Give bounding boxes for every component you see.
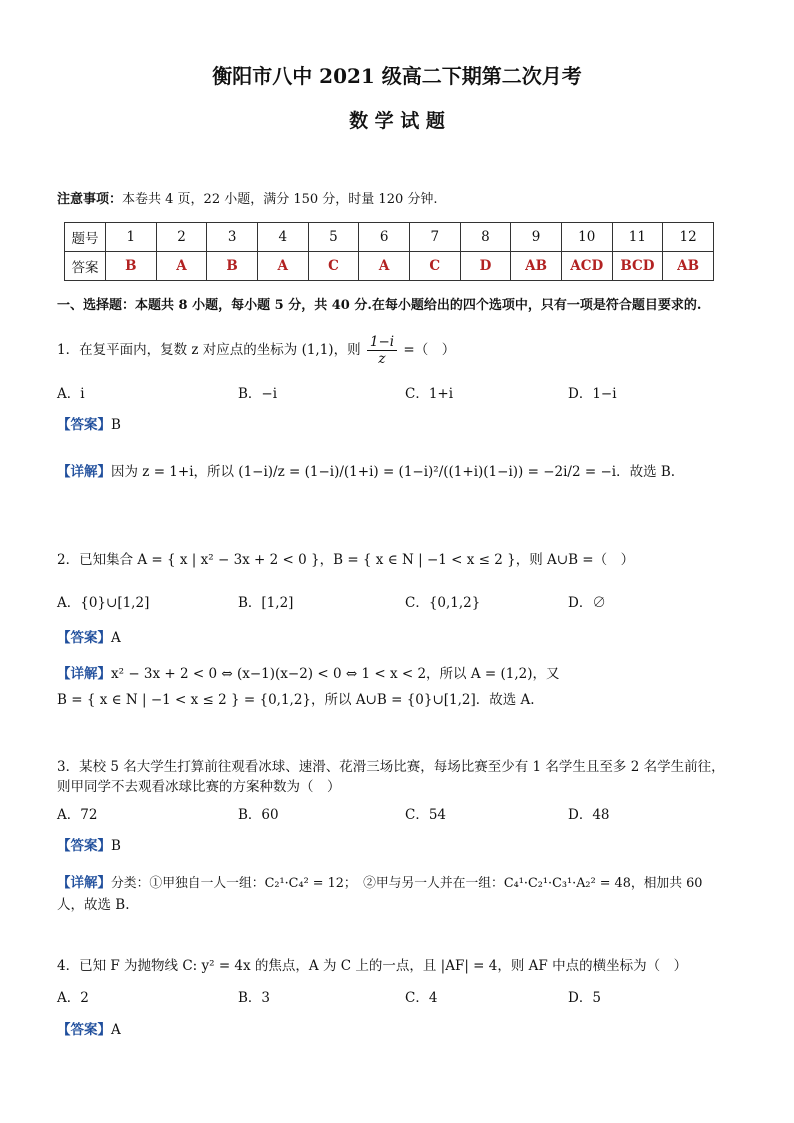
table-cell-number: 9 (511, 223, 562, 252)
question-1-stem (57, 334, 455, 367)
question-4-option-d: D．5 (568, 990, 601, 1006)
answer-value: A (111, 630, 121, 646)
answer-tag: 【答案】 (57, 1022, 111, 1038)
notice (57, 188, 438, 207)
answer-table (64, 222, 714, 281)
answer-table-number-row (65, 223, 714, 252)
question-1-stem-b: =（ ） (403, 342, 456, 358)
fraction-numerator: 1−i (367, 334, 397, 351)
question-4-option-a: A．2 (57, 990, 89, 1006)
answer-value: B (111, 417, 121, 433)
section-heading: 一、选择题：本题共 8 小题，每小题 5 分，共 40 分.在每小题给出的四个选项中，只有一项是符合题目要求的. (57, 298, 702, 313)
question-3-option-a: A．72 (57, 807, 98, 823)
table-cell-number: 7 (409, 223, 460, 252)
table-cell-answer: D (460, 252, 511, 281)
table-head-answer: 答案 (65, 252, 106, 281)
answer-value: B (111, 838, 121, 854)
detail-text-1: 分类：①甲独自一人一组：C₂¹·C₄² = 12； ②甲与另一人并在一组：C₄¹·C₂¹·C₃¹·A₂² = 48，相加共 60 (111, 876, 703, 891)
notice-label: 注意事项： (57, 192, 123, 207)
question-2-detail-line-2: B = { x ∈ N | −1 < x ≤ 2 } = {0,1,2}，所以 A∪B = {0}∪[1,2]．故选 A. (57, 692, 535, 708)
table-cell-number: 10 (561, 223, 612, 252)
question-4-stem: 4．已知 F 为抛物线 C: y² = 4x 的焦点，A 为 C 上的一点，且 |AF| = 4，则 AF 中点的横坐标为（ ） (57, 958, 688, 974)
table-cell-answer: A (359, 252, 410, 281)
question-1-fraction (367, 334, 397, 367)
question-2-option-a: A．{0}∪[1,2] (57, 595, 150, 611)
question-1-option-a: A．i (57, 386, 85, 402)
table-cell-answer: A (156, 252, 207, 281)
question-1-answer (57, 413, 121, 433)
question-3-option-b: B．60 (238, 807, 279, 823)
notice-text: 本卷共 4 页，22 小题，满分 150 分，时量 120 分钟. (122, 192, 438, 207)
table-cell-number: 5 (308, 223, 359, 252)
question-4-option-b: B．3 (238, 990, 271, 1006)
answer-table-answer-row (65, 252, 714, 281)
question-1-stem-a: 1．在复平面内，复数 z 对应点的坐标为 (1,1)，则 (57, 342, 361, 358)
question-3-option-d: D．48 (568, 807, 610, 823)
question-1-option-d: D．1−i (568, 386, 617, 402)
page-title: 衡阳市八中 2021 级高二下期第二次月考 (212, 64, 582, 88)
question-3-option-c: C．54 (405, 807, 447, 823)
table-cell-number: 12 (663, 223, 714, 252)
table-cell-number: 3 (207, 223, 258, 252)
fraction-denominator: z (378, 351, 386, 367)
table-cell-number: 2 (156, 223, 207, 252)
table-cell-answer: B (207, 252, 258, 281)
table-cell-number: 11 (612, 223, 663, 252)
table-head-number: 题号 (65, 223, 106, 252)
question-2-option-b: B．[1,2] (238, 595, 294, 611)
question-3-answer (57, 834, 121, 854)
table-cell-answer: A (257, 252, 308, 281)
answer-tag: 【答案】 (57, 417, 111, 433)
question-4-option-c: C．4 (405, 990, 438, 1006)
question-2-option-d: D．∅ (568, 595, 606, 611)
table-cell-answer: AB (511, 252, 562, 281)
question-1-option-b: B．−i (238, 386, 278, 402)
table-cell-answer: B (106, 252, 157, 281)
question-4-answer (57, 1018, 121, 1038)
question-3-stem-line-2: 则甲同学不去观看冰球比赛的方案种数为（ ） (57, 779, 341, 795)
table-cell-number: 4 (257, 223, 308, 252)
table-cell-number: 6 (359, 223, 410, 252)
question-2-option-c: C．{0,1,2} (405, 595, 481, 611)
question-2-answer (57, 626, 121, 646)
detail-tag: 【详解】 (57, 875, 111, 891)
page-subtitle: 数 学 试 题 (349, 110, 445, 132)
table-cell-answer: ACD (561, 252, 612, 281)
answer-tag: 【答案】 (57, 838, 111, 854)
question-3-stem-line-1: 3．某校 5 名大学生打算前往观看冰球、速滑、花滑三场比赛，每场比赛至少有 1 名学生且至多 2 名学生前往， (57, 759, 725, 775)
table-cell-answer: C (308, 252, 359, 281)
table-cell-answer: BCD (612, 252, 663, 281)
question-1-option-c: C．1+i (405, 386, 454, 402)
detail-tag: 【详解】 (57, 666, 111, 682)
table-cell-number: 8 (460, 223, 511, 252)
answer-tag: 【答案】 (57, 630, 111, 646)
table-cell-answer: AB (663, 252, 714, 281)
question-3-detail-line-2: 人，故选 B. (57, 897, 130, 913)
detail-text-1: x² − 3x + 2 < 0 ⇔ (x−1)(x−2) < 0 ⇔ 1 < x < 2，所以 A = (1,2)，又 (111, 666, 560, 682)
detail-tag: 【详解】 (57, 464, 111, 480)
table-cell-number: 1 (106, 223, 157, 252)
question-2-detail (57, 662, 559, 682)
answer-value: A (111, 1022, 121, 1038)
question-3-detail (57, 871, 702, 891)
question-2-stem: 2．已知集合 A = { x | x² − 3x + 2 < 0 }，B = { x ∈ N | −1 < x ≤ 2 }，则 A∪B =（ ） (57, 552, 635, 568)
detail-text: 因为 z = 1+i，所以 (1−i)/z = (1−i)/(1+i) = (1−i)²/((1+i)(1−i)) = −2i/2 = −i．故选 B. (111, 464, 676, 480)
question-1-detail (57, 460, 675, 480)
table-cell-answer: C (409, 252, 460, 281)
